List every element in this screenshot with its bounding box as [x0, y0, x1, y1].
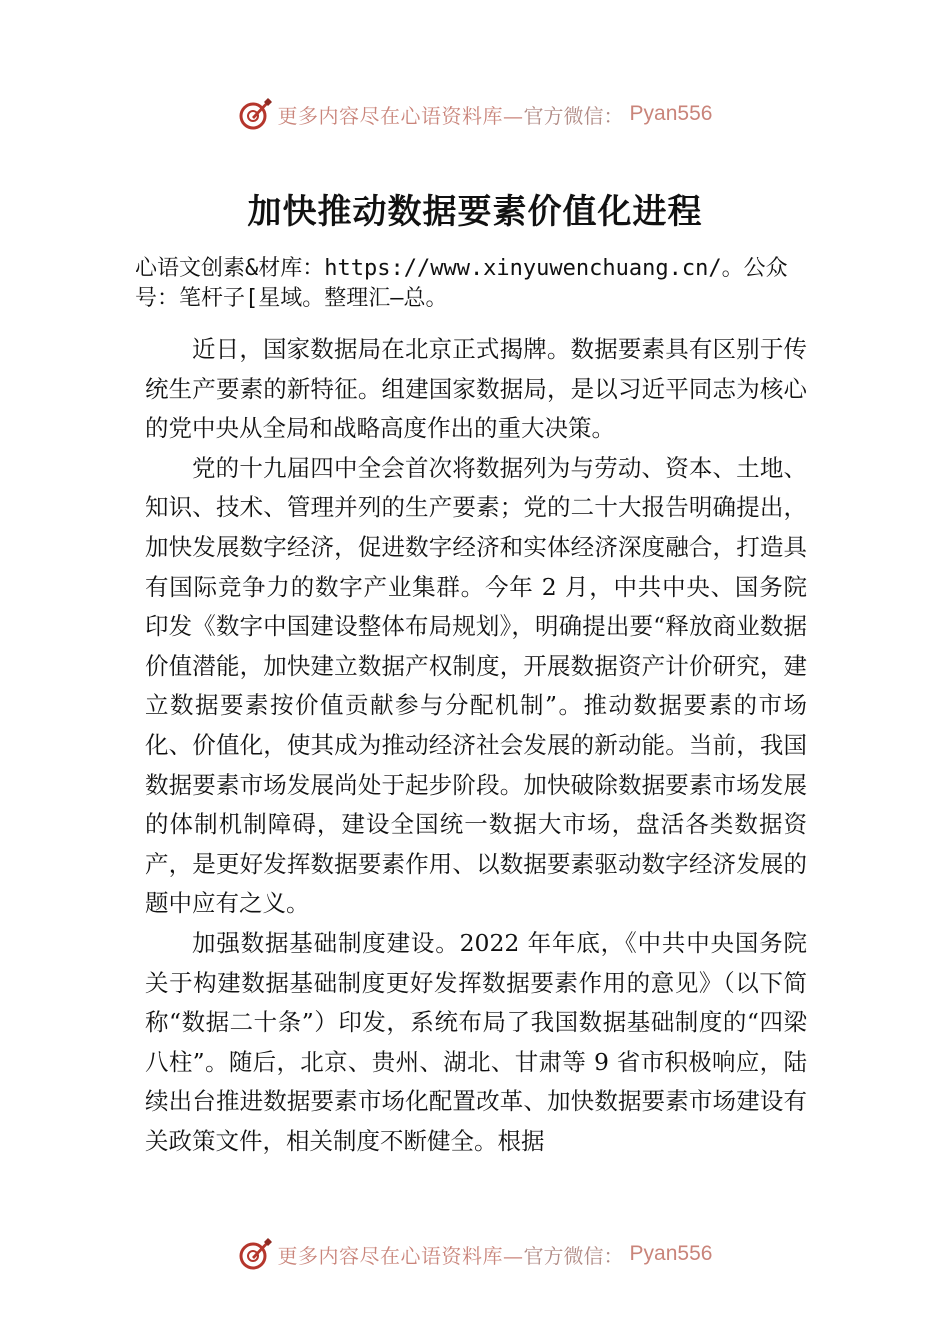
- paragraph: 党的十九届四中全会首次将数据列为与劳动、资本、土地、知识、技术、管理并列的生产要素；党的二十大报告明确提出，加快发展数字经济，促进数字经济和实体经济深度融合，打造具有国际竞争力的数字产业集群。今年 2 月，中共中央、国务院印发《数字中国建设整体布局规划》，明确提出要“释放商业数据价值潜能，加快建立数据产权制度，开展数据资产计价研究，建立数据要素按价值贡献参与分配机制”。推动数据要素的市场化、价值化，使其成为推动经济社会发展的新动能。当前，我国数据要素市场发展尚处于起步阶段。加快破除数据要素市场发展的体制机制障碍，建设全国统一数据大市场，盘活各类数据资产，是更好发挥数据要素作用、以数据要素驱动数字经济发展的题中应有之义。: [145, 453, 807, 918]
- wechat-id: Pyan556: [629, 1242, 713, 1265]
- quill-logo-icon: [238, 96, 274, 132]
- paragraph: 加强数据基础制度建设。2022 年年底，《中共中央国务院关于构建数据基础制度更好发挥数据要素作用的意见》（以下简称“数据二十条”）印发，系统布局了我国数据基础制度的“四梁八柱”。随后，北京、贵州、湖北、甘肃等 9 省市积极响应，陆续出台推进数据要素市场化配置改革、加快数据要素市场建设有关政策文件，相关制度不断健全。根据: [145, 928, 807, 1155]
- banner-text: 更多内容尽在心语资料库—: [277, 1243, 524, 1268]
- document-body: [145, 330, 807, 1180]
- quill-logo-icon: [238, 1236, 274, 1272]
- document-title: 加快推动数据要素价值化进程: [247, 192, 703, 232]
- header-banner: [0, 92, 950, 136]
- wechat-label: 官方微信：: [523, 1243, 624, 1268]
- source-line: 心语文创素&材库：https://www.xinyuwenchuang.cn/。公众号：笔杆子[星域。整理汇—总。: [135, 256, 788, 311]
- wechat-id: Pyan556: [629, 102, 713, 125]
- paragraph: 近日，国家数据局在北京正式揭牌。数据要素具有区别于传统生产要素的新特征。组建国家数据局，是以习近平同志为核心的党中央从全局和战略高度作出的重大决策。: [145, 335, 807, 443]
- footer-banner: [0, 1232, 950, 1276]
- banner-text: 更多内容尽在心语资料库—: [277, 103, 524, 128]
- wechat-label: 官方微信：: [523, 103, 624, 128]
